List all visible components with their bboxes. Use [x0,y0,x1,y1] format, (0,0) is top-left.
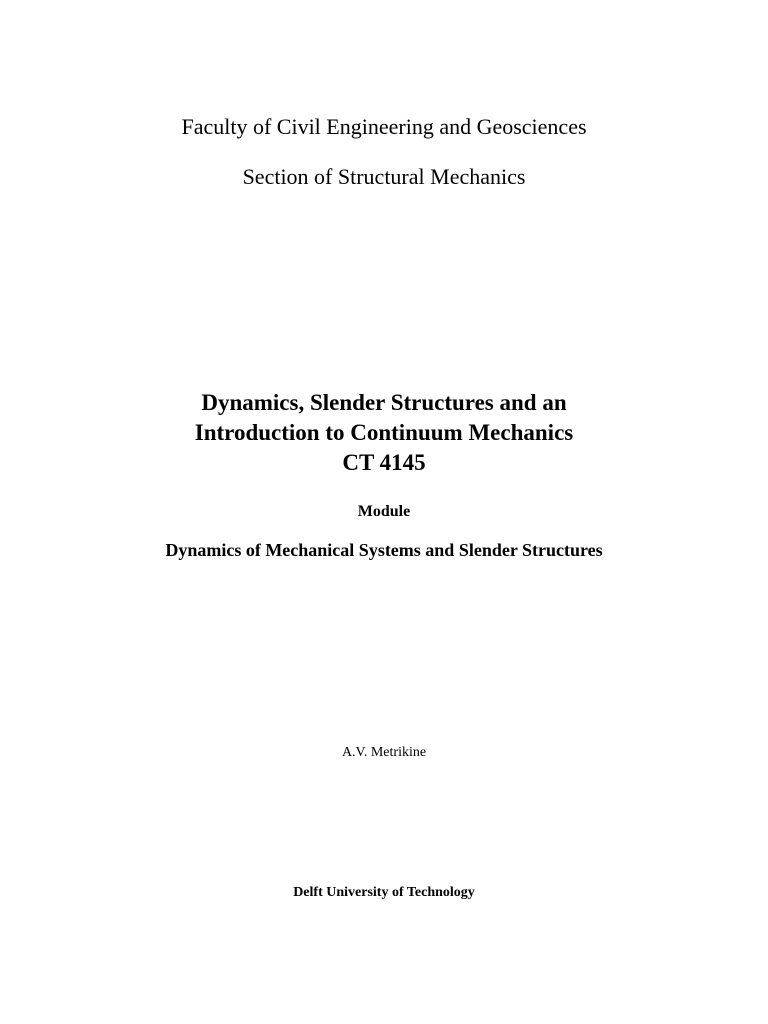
author-name: A.V. Metrikine [341,745,427,760]
faculty-name: Faculty of Civil Engineering and Geosciences [181,114,587,139]
document-title [0,388,768,478]
institution-name: Delft University of Technology [293,885,475,900]
module-name: Dynamics of Mechanical Systems and Slender Structures [165,540,603,560]
title-line-1: Dynamics, Slender Structures and an [201,390,567,415]
title-line-2: Introduction to Continuum Mechanics [194,420,574,445]
course-code: CT 4145 [342,450,426,475]
section-name: Section of Structural Mechanics [242,164,526,189]
module-label: Module [357,503,411,520]
